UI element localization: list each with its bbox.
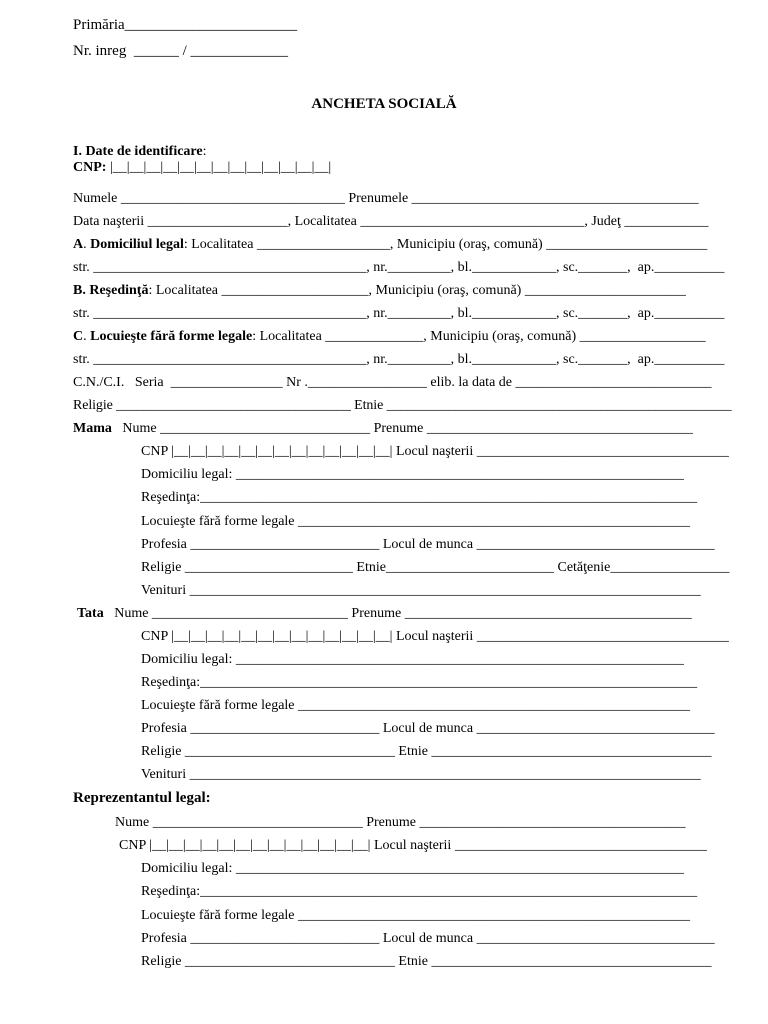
tata-label: Tata <box>77 606 104 621</box>
fara-forme-label: Locuieşte fără forme legale <box>90 329 253 344</box>
nr-inreg-field: Nr. inreg ______ / _____________ <box>73 43 288 59</box>
domiciliu-prefix: A <box>73 237 84 252</box>
cnp-boxes: |__|__|__|__|__|__|__|__|__|__|__|__|__| <box>106 160 332 175</box>
mama-profesia-line: Profesia ___________________________ Locul de munca __________________________________ <box>141 537 715 552</box>
primaria-field: Primăria_______________________ <box>73 17 298 33</box>
section-heading-text: I. Date de identificare <box>73 144 203 159</box>
name-line: Numele ________________________________ Prenumele _________________________________________ <box>73 191 699 206</box>
domiciliu-legal-line <box>73 237 707 253</box>
domiciliu-prefix-dot: . <box>83 237 91 252</box>
resedinta-street-line: str. _______________________________________, nr._________, bl.____________, sc._______, ap.__________ <box>73 306 725 321</box>
tata-resedinta-line: Reşedinţa:_______________________________________________________________________ <box>141 675 698 690</box>
domiciliu-rest: : Localitatea ___________________, Municipiu (oraş, comună) _______________________ <box>183 237 708 252</box>
tata-profesia-line: Profesia ___________________________ Locul de munca __________________________________ <box>141 721 715 736</box>
mama-fara-forme-line: Locuieşte fără forme legale ________________________________________________________ <box>141 514 691 529</box>
domiciliu-label: Domiciliul legal <box>90 237 184 252</box>
document-title: ANCHETA SOCIALĂ <box>311 96 457 112</box>
fara-forme-rest: : Localitatea ______________, Municipiu (oraş, comună) __________________ <box>252 329 706 344</box>
reprezentant-resedinta-line: Reşedinţa:_______________________________________________________________________ <box>141 884 698 899</box>
mama-nume: Nume ______________________________ Prenume ______________________________________ <box>111 421 693 436</box>
mama-cnp-line: CNP |__|__|__|__|__|__|__|__|__|__|__|__|__| Locul naşterii ____________________________________ <box>141 444 729 459</box>
tata-nume: Nume ____________________________ Prenume _________________________________________ <box>103 606 692 621</box>
reprezentant-fara-forme-line: Locuieşte fără forme legale ________________________________________________________ <box>141 908 691 923</box>
reprezentant-name-line: Nume ______________________________ Prenume ______________________________________ <box>115 815 686 830</box>
fara-forme-prefix-dot: . <box>83 329 91 344</box>
tata-fara-forme-line: Locuieşte fără forme legale ________________________________________________________ <box>141 698 691 713</box>
fara-forme-prefix: C <box>73 329 84 344</box>
mama-domiciliu-line: Domiciliu legal: ________________________________________________________________ <box>141 467 684 482</box>
birth-line: Data naşterii ____________________, Localitatea ________________________________, Judeţ ____________ <box>73 214 709 229</box>
fara-forme-street-line: str. _______________________________________, nr._________, bl.____________, sc._______, ap.__________ <box>73 352 725 367</box>
fara-forme-line <box>73 329 706 345</box>
reprezentant-domiciliu-line: Domiciliu legal: ________________________________________________________________ <box>141 861 684 876</box>
mama-label: Mama <box>73 421 112 436</box>
reprezentant-heading: Reprezentantul legal: <box>73 790 211 806</box>
domiciliu-street-line: str. _______________________________________, nr._________, bl.____________, sc._______, ap.__________ <box>73 260 725 275</box>
reprezentant-religie-line: Religie ______________________________ Etnie ________________________________________ <box>141 954 712 969</box>
resedinta-rest: : Localitatea _____________________, Municipiu (oraş, comună) _______________________ <box>148 283 686 298</box>
tata-cnp-line: CNP |__|__|__|__|__|__|__|__|__|__|__|__|__| Locul naşterii ____________________________________ <box>141 629 729 644</box>
religie-etnie-line: Religie __________________________________ Etnie __________________________________________________ <box>73 398 732 413</box>
mama-venituri-line: Venituri _________________________________________________________________________ <box>141 583 701 598</box>
section-heading-colon: : <box>202 144 207 159</box>
ci-line: C.N./C.I. Seria ________________ Nr ._________________ elib. la data de ____________________________ <box>73 375 712 390</box>
tata-domiciliu-line: Domiciliu legal: ________________________________________________________________ <box>141 652 684 667</box>
reprezentant-profesia-line: Profesia ___________________________ Locul de munca __________________________________ <box>141 931 715 946</box>
mama-name-line <box>73 421 693 437</box>
tata-religie-line: Religie ______________________________ Etnie ________________________________________ <box>141 744 712 759</box>
cnp-label: CNP: <box>73 160 107 175</box>
mama-resedinta-line: Reşedinţa:_______________________________________________________________________ <box>141 490 698 505</box>
resedinta-label: B. Reşedinţă <box>73 283 149 298</box>
cnp-row <box>73 160 331 176</box>
resedinta-line <box>73 283 686 299</box>
tata-name-line <box>77 606 692 622</box>
section-identification-heading <box>73 144 207 160</box>
reprezentant-cnp-line: CNP |__|__|__|__|__|__|__|__|__|__|__|__|__| Locul naşterii ____________________________________ <box>119 838 707 853</box>
mama-religie-line: Religie ________________________ Etnie________________________ Cetăţenie_________________ <box>141 560 730 575</box>
tata-venituri-line: Venituri _________________________________________________________________________ <box>141 767 701 782</box>
